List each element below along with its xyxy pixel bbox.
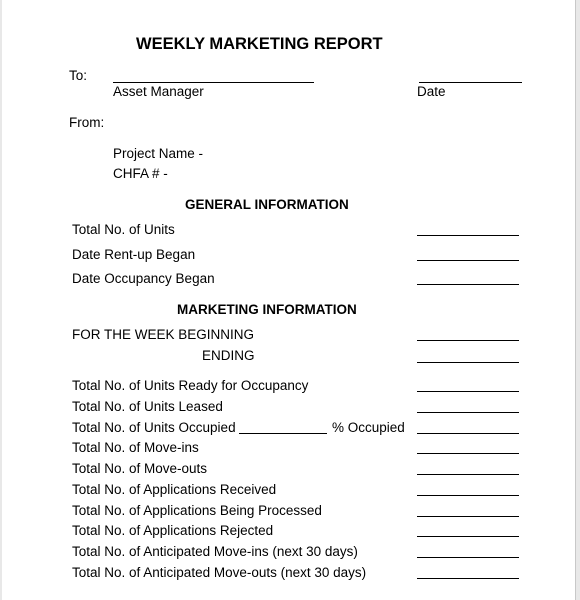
date-label: Date [417,84,446,99]
marketing-row-label: Total No. of Units Leased [72,399,223,414]
to-blank-line[interactable] [113,82,314,83]
marketing-row-blank-line[interactable] [417,412,519,413]
project-name-label: Project Name - [113,146,204,161]
marketing-row-blank-line[interactable] [417,557,519,558]
marketing-row-label: Total No. of Units Ready for Occupancy [72,378,309,393]
general-row-label: Total No. of Units [72,222,175,237]
marketing-row-blank-line[interactable] [417,495,519,496]
general-row-blank-line[interactable] [417,260,519,261]
marketing-row-blank-line[interactable] [417,536,519,537]
marketing-row-label: Total No. of Units Occupied [72,420,236,435]
chfa-label: CHFA # - [113,166,168,181]
general-row-label: Date Occupancy Began [72,271,215,286]
marketing-row-blank-line[interactable] [417,433,519,434]
ending-label: ENDING [202,348,255,363]
asset-manager-label: Asset Manager [113,84,204,99]
general-row-label: Date Rent-up Began [72,247,196,262]
marketing-row-blank-line[interactable] [417,516,519,517]
marketing-row-label: Total No. of Anticipated Move-ins (next 30 days) [72,544,358,559]
marketing-row-blank-line[interactable] [417,391,519,392]
report-title: WEEKLY MARKETING REPORT [136,35,383,53]
percent-occupied-blank-line[interactable] [239,433,327,434]
week-beginning-blank-line[interactable] [417,340,519,341]
general-row-blank-line[interactable] [417,284,519,285]
marketing-row-label: Total No. of Applications Received [72,482,277,497]
general-row-blank-line[interactable] [417,235,519,236]
marketing-row-blank-line[interactable] [417,453,519,454]
report-page [2,0,576,600]
marketing-row-label: Total No. of Applications Being Processed [72,503,322,518]
percent-occupied-label: % Occupied [332,420,405,435]
date-blank-line[interactable] [419,82,522,83]
to-label: To: [69,68,88,83]
marketing-information-heading: MARKETING INFORMATION [177,302,357,317]
marketing-row-label: Total No. of Anticipated Move-outs (next 30 days) [72,565,367,580]
marketing-row-blank-line[interactable] [417,474,519,475]
week-beginning-label: FOR THE WEEK BEGINNING [72,327,255,342]
from-label: From: [69,115,105,130]
marketing-row-blank-line[interactable] [417,578,519,579]
ending-blank-line[interactable] [417,362,519,363]
marketing-row-label: Total No. of Move-outs [72,461,208,476]
marketing-row-label: Total No. of Move-ins [72,440,199,455]
general-information-heading: GENERAL INFORMATION [185,197,349,212]
marketing-row-label: Total No. of Applications Rejected [72,523,274,538]
